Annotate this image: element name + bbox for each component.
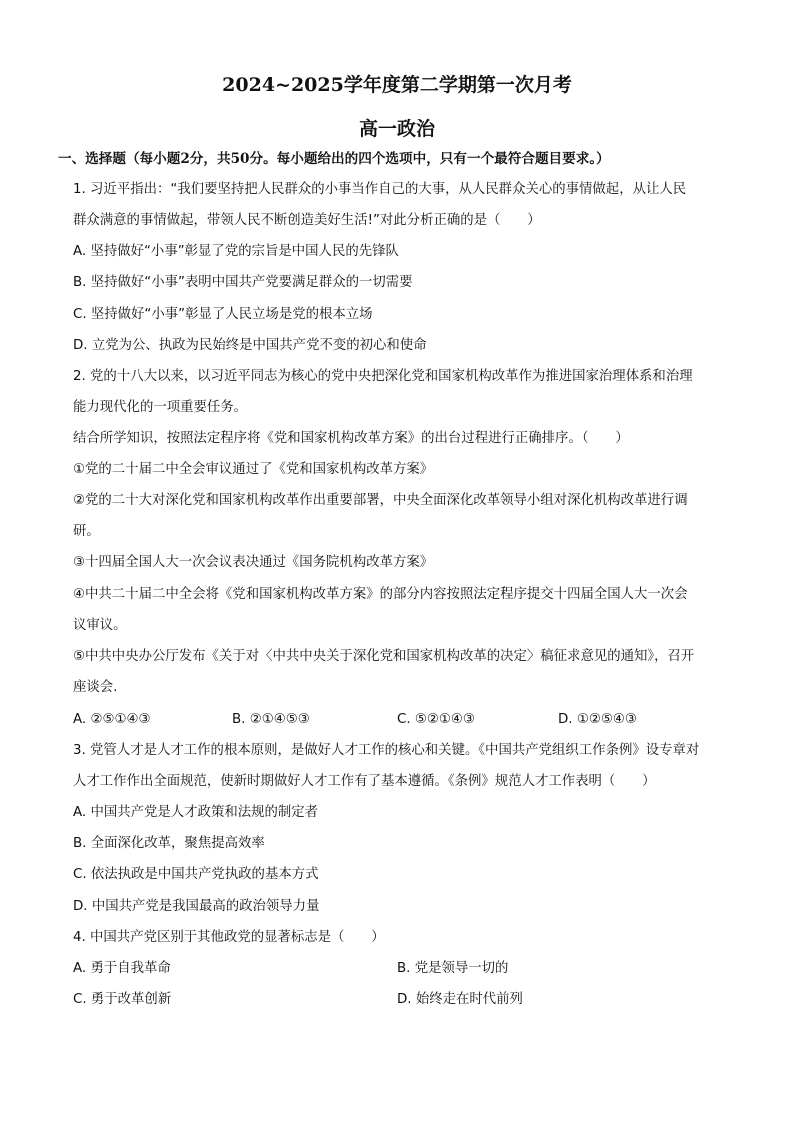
q2-option-d: D. ①②⑤④③ [558,712,637,727]
q1-stem-line1: 1. 习近平指出：“我们要坚持把人民群众的小事当作自己的大事，从人民群众关心的事情做起，从让人民 [73,182,687,197]
section-heading: 一、选择题（每小题2分，共50分。每小题给出的四个选项中，只有一个最符合题目要求。） [58,151,610,167]
q4-option-c: C. 勇于改革创新 [73,992,172,1007]
q1-option-b: B. 坚持做好“小事”表明中国共产党要满足群众的一切需要 [73,275,413,290]
q2-item-5-line2: 座谈会. [73,680,118,695]
q1-option-c: C. 坚持做好“小事”彰显了人民立场是党的根本立场 [73,307,373,322]
q2-stem-line2: 能力现代化的一项重要任务。 [73,400,248,415]
exam-title: 2024~2025学年度第二学期第一次月考 [222,74,572,96]
q2-stem-line1: 2. 党的十八大以来，以习近平同志为核心的党中央把深化党和国家机构改革作为推进国家治理体系和治理 [73,369,693,384]
q2-item-2-line1: ②党的二十大对深化党和国家机构改革作出重要部署，中央全面深化改革领导小组对深化机构改革进行调 [73,493,688,508]
q1-option-d: D. 立党为公、执政为民始终是中国共产党不变的初心和使命 [73,338,427,353]
exam-subtitle: 高一政治 [358,118,435,140]
q3-stem-line2: 人才工作作出全面规范，使新时期做好人才工作有了基本遵循。《条例》规范人才工作表明（ ） [73,774,656,789]
q3-option-b: B. 全面深化改革，聚焦提高效率 [73,836,265,851]
q2-item-1: ①党的二十届二中全会审议通过了《党和国家机构改革方案》 [73,462,434,477]
q4-option-a: A. 勇于自我革命 [73,961,171,976]
q3-option-a: A. 中国共产党是人才政策和法规的制定者 [73,805,319,820]
q4-option-b: B. 党是领导一切的 [397,961,509,976]
q2-item-4-line2: 议审议。 [73,618,127,633]
q3-option-d: D. 中国共产党是我国最高的政治领导力量 [73,899,320,914]
q2-item-2-line2: 研。 [73,524,100,539]
q2-option-c: C. ⑤②①④③ [397,712,475,727]
q2-item-4-line1: ④中共二十届二中全会将《党和国家机构改革方案》的部分内容按照法定程序提交十四届全国人大一次会 [73,587,688,602]
q1-option-a: A. 坚持做好“小事”彰显了党的宗旨是中国人民的先锋队 [73,244,399,259]
q2-stem-line3: 结合所学知识，按照法定程序将《党和国家机构改革方案》的出台过程进行正确排序。（ ） [73,431,629,446]
q2-item-5-line1: ⑤中共中央办公厅发布《关于对〈中共中央关于深化党和国家机构改革的决定〉稿征求意见的通知》，召开 [73,649,695,664]
q3-option-c: C. 依法执政是中国共产党执政的基本方式 [73,867,319,882]
q1-stem-line2: 群众满意的事情做起，带领人民不断创造美好生活!”对此分析正确的是（ ） [73,213,541,228]
q2-option-b: B. ②①④⑤③ [232,712,310,727]
q3-stem-line1: 3. 党管人才是人才工作的根本原则，是做好人才工作的核心和关键。《中国共产党组织工作条例》设专章对 [73,743,700,758]
q2-option-a: A. ②⑤①④③ [73,712,151,727]
q2-item-3: ③十四届全国人大一次会议表决通过《国务院机构改革方案》 [73,555,434,570]
q4-stem: 4. 中国共产党区别于其他政党的显著标志是（ ） [73,930,385,945]
q4-option-d: D. 始终走在时代前列 [397,992,523,1007]
